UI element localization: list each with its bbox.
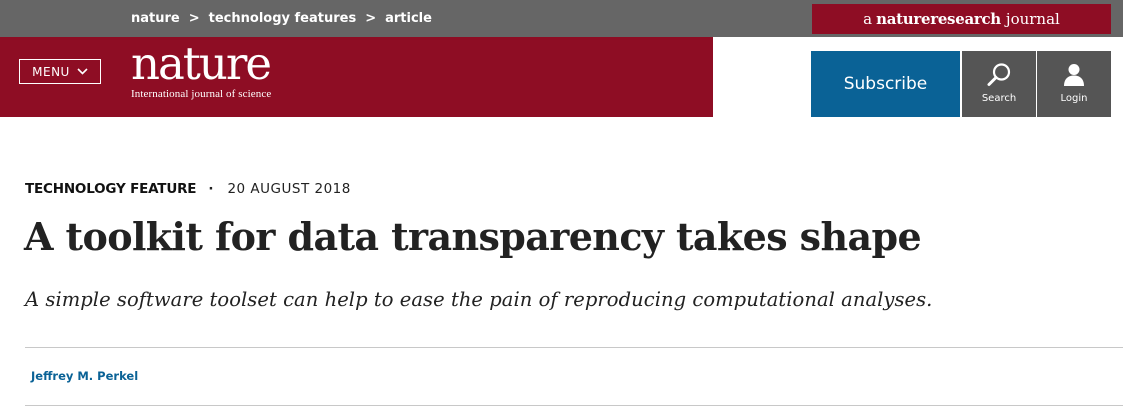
meta-separator: · [208, 181, 214, 197]
article-type[interactable]: TECHNOLOGY FEATURE [25, 181, 197, 197]
nature-research-badge[interactable] [812, 4, 1111, 34]
menu-label: MENU [32, 64, 70, 79]
breadcrumb-separator: > [365, 11, 377, 26]
badge-suffix: journal [1005, 10, 1060, 28]
nature-logo[interactable] [131, 37, 272, 100]
breadcrumb-nature[interactable]: nature [131, 11, 180, 26]
masthead [0, 37, 713, 117]
badge-prefix: a [863, 10, 873, 28]
author-link[interactable]: Jeffrey M. Perkel [31, 369, 139, 383]
divider [25, 347, 1123, 348]
article-standfirst: A simple software toolset can help to ease the pain of reproducing computational analyses. [25, 288, 933, 311]
search-icon [985, 61, 1013, 89]
article-meta [25, 181, 351, 197]
logo-wordmark: nature [131, 37, 271, 90]
search-label: Search [981, 93, 1017, 104]
chevron-down-icon [77, 68, 88, 75]
login-button[interactable] [1037, 51, 1111, 117]
search-button[interactable] [962, 51, 1036, 117]
menu-button[interactable] [19, 59, 101, 84]
breadcrumb-technology-features[interactable]: technology features [208, 11, 357, 26]
login-label: Login [1060, 93, 1088, 104]
article-title: A toolkit for data transparency takes shape [24, 214, 922, 259]
divider [25, 405, 1123, 406]
subscribe-button[interactable]: Subscribe [811, 51, 960, 117]
logo-tagline: International journal of science [131, 88, 272, 100]
breadcrumb-separator: > [188, 11, 200, 26]
breadcrumb [131, 0, 432, 37]
breadcrumb-article: article [385, 11, 432, 26]
user-icon [1060, 61, 1088, 89]
publish-date: 20 AUGUST 2018 [227, 181, 351, 197]
badge-brand: natureresearch [876, 10, 1001, 28]
top-bar [0, 0, 1123, 37]
